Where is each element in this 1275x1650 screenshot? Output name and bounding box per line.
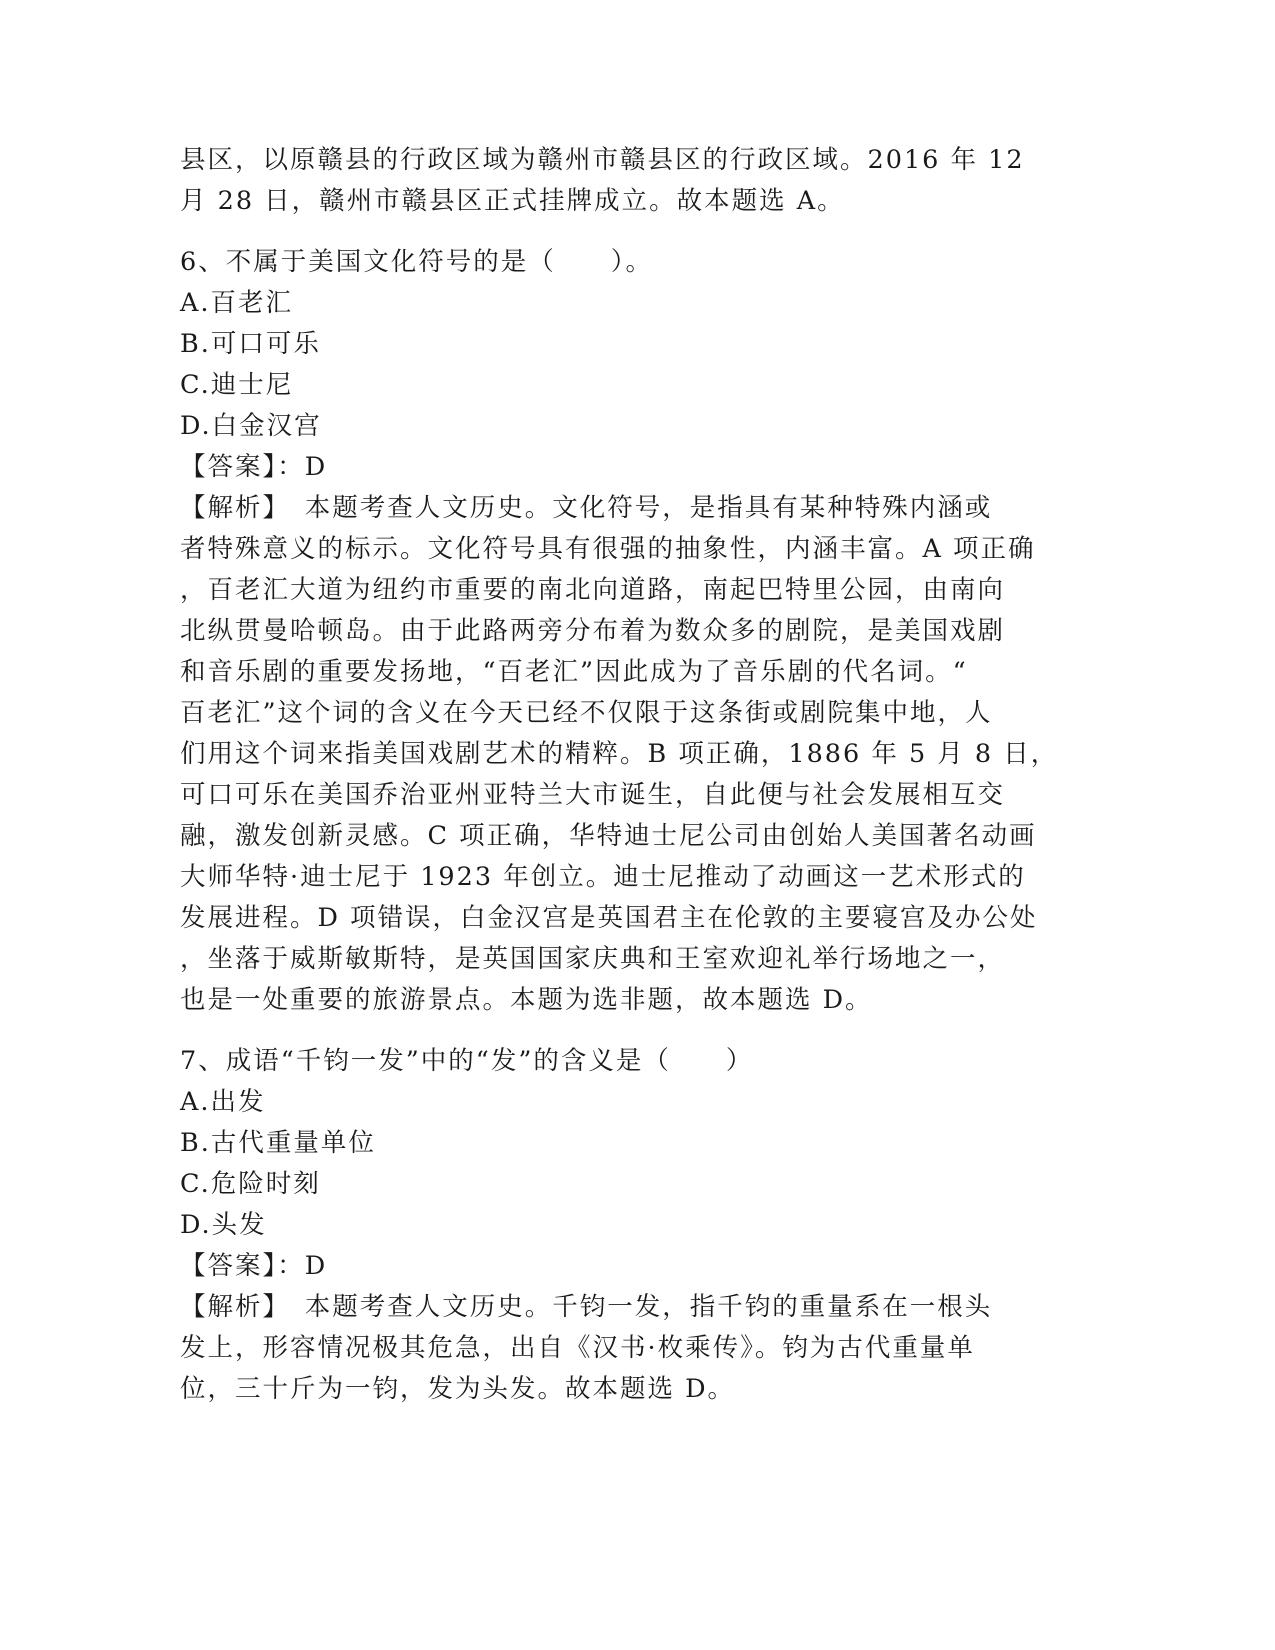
question-7-option-d: D.头发	[180, 1210, 267, 1240]
intro-line: 月 28 日，赣州市赣县区正式挂牌成立。故本题选 A。	[180, 186, 845, 216]
question-6-analysis	[180, 488, 1060, 1021]
question-7-stem: 7、成语“千钧一发”中的“发”的含义是（ ）	[180, 1046, 754, 1076]
analysis-line: 可口可乐在美国乔治亚州亚特兰大市诞生，自此便与社会发展相互交	[180, 780, 1006, 810]
question-6-option-d: D.白金汉宫	[180, 411, 322, 441]
analysis-line: 融，激发创新灵感。C 项正确，华特迪士尼公司由创始人美国著名动画	[180, 821, 1037, 851]
question-6	[180, 242, 1060, 1021]
question-6-option-c: C.迪士尼	[180, 370, 294, 400]
analysis-line: 发展进程。D 项错误，白金汉宫是英国君主在伦敦的主要寝宫及办公处	[180, 903, 1038, 933]
analysis-line: 们用这个词来指美国戏剧艺术的精粹。B 项正确，1886 年 5 月 8 日，	[180, 739, 1059, 769]
question-6-stem: 6、不属于美国文化符号的是（ ）。	[180, 247, 653, 277]
question-6-option-a: A.百老汇	[180, 288, 294, 318]
analysis-line: ，坐落于威斯敏斯特，是英国国家庆典和王室欢迎礼举行场地之一，	[180, 944, 1006, 974]
analysis-line: 大师华特·迪士尼于 1923 年创立。迪士尼推动了动画这一艺术形式的	[180, 862, 1026, 892]
question-6-answer: 【答案】：D	[180, 452, 328, 482]
question-7	[180, 1041, 1060, 1410]
analysis-line: ，百老汇大道为纽约市重要的南北向道路，南起巴特里公园，由南向	[180, 575, 1006, 605]
analysis-line: 也是一处重要的旅游景点。本题为选非题，故本题选 D。	[180, 985, 873, 1015]
question-7-analysis	[180, 1287, 1060, 1410]
analysis-line: 者特殊意义的标示。文化符号具有很强的抽象性，内涵丰富。A 项正确	[180, 534, 1036, 564]
analysis-line: 【解析】 本题考查人文历史。千钧一发，指千钧的重量系在一根头	[180, 1292, 993, 1322]
question-7-option-c: C.危险时刻	[180, 1169, 321, 1199]
analysis-line: 和音乐剧的重要发扬地，“百老汇”因此成为了音乐剧的代名词。“	[180, 657, 968, 687]
question-7-option-b: B.古代重量单位	[180, 1128, 376, 1158]
analysis-line: 发上，形容情况极其危急，出自《汉书·枚乘传》。钧为古代重量单	[180, 1333, 975, 1363]
analysis-line: 【解析】 本题考查人文历史。文化符号，是指具有某种特殊内涵或	[180, 493, 993, 523]
intro-paragraph	[180, 140, 1060, 222]
analysis-line: 百老汇”这个词的含义在今天已经不仅限于这条街或剧院集中地，人	[180, 698, 993, 728]
question-7-answer: 【答案】：D	[180, 1251, 328, 1281]
analysis-line: 北纵贯曼哈顿岛。由于此路两旁分布着为数众多的剧院，是美国戏剧	[180, 616, 1006, 646]
question-7-option-a: A.出发	[180, 1087, 266, 1117]
document-page	[180, 140, 1060, 1410]
intro-line: 县区，以原赣县的行政区域为赣州市赣县区的行政区域。2016 年 12	[180, 145, 1025, 175]
analysis-line: 位，三十斤为一钧，发为头发。故本题选 D。	[180, 1374, 736, 1404]
question-6-option-b: B.可口可乐	[180, 329, 321, 359]
